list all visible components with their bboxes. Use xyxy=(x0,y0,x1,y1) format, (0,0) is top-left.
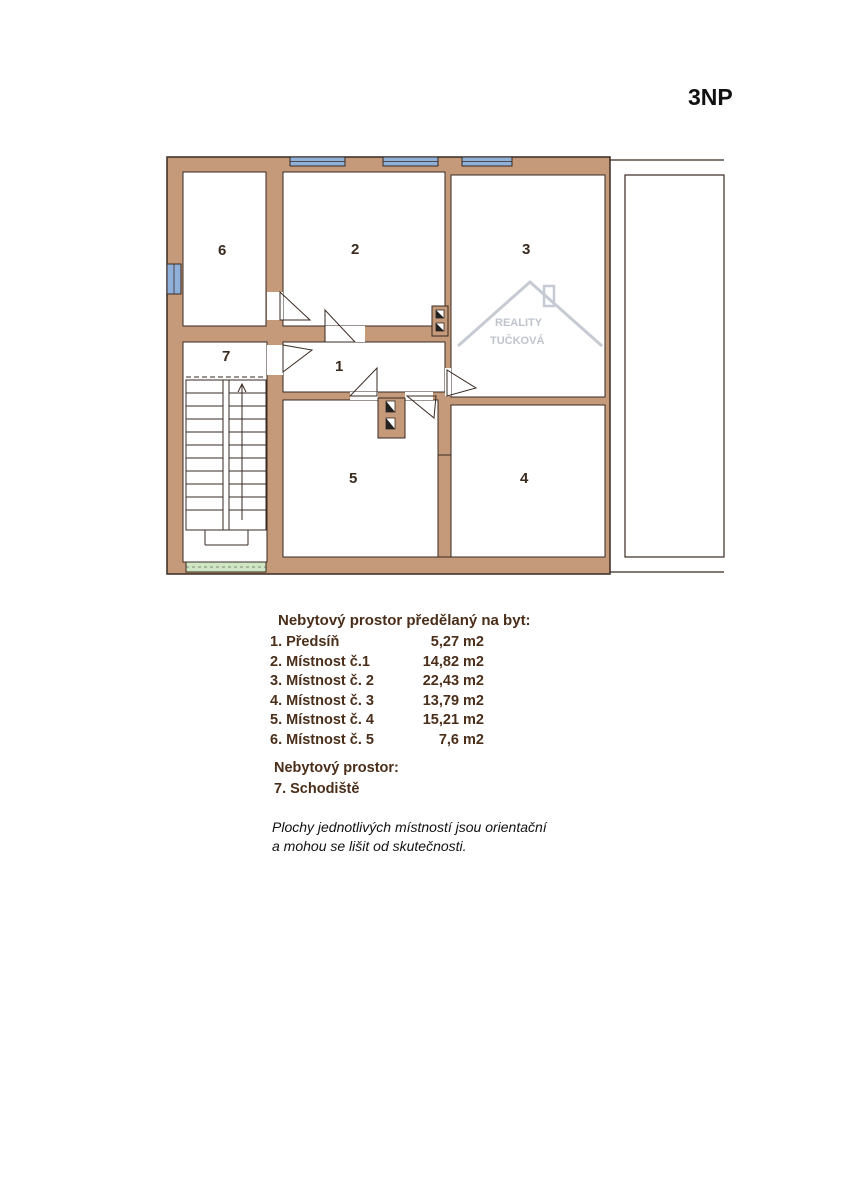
legend-room-name: 5. Místnost č. 4 xyxy=(270,712,374,728)
room-label-5: 5 xyxy=(349,470,358,487)
disclaimer-line-1: Plochy jednotlivých místností jsou orientační xyxy=(272,819,547,835)
legend-row xyxy=(270,731,531,751)
legend-room-name: 6. Místnost č. 5 xyxy=(270,731,374,748)
watermark-line2: TUČKOVÁ xyxy=(490,335,545,347)
room-2-floor xyxy=(283,172,445,326)
legend-row xyxy=(270,672,531,692)
room-label-3: 3 xyxy=(522,241,531,258)
window-bottom-stair xyxy=(186,562,266,572)
disclaimer-line-2: a mohou se lišit od skutečnosti. xyxy=(272,838,467,854)
chimney-upper xyxy=(432,306,448,336)
legend-room-area: 22,43 m2 xyxy=(422,673,484,689)
legend-room-area: 15,21 m2 xyxy=(422,712,484,728)
legend-room-area: 5,27 m2 xyxy=(430,634,484,650)
legend-row xyxy=(270,711,531,731)
window-top-3 xyxy=(462,157,512,166)
legend-room-area: 7,6 m2 xyxy=(438,731,484,748)
room-label-1: 1 xyxy=(335,358,344,375)
floor-label: 3NP xyxy=(688,84,733,110)
legend-heading: Nebytový prostor předělaný na byt: xyxy=(278,612,531,629)
legend-row xyxy=(270,692,531,712)
area-disclaimer xyxy=(272,818,547,856)
legend-heading-nonresidential: Nebytový prostor: xyxy=(274,760,399,776)
room-label-4: 4 xyxy=(520,470,529,487)
window-left xyxy=(167,264,181,294)
neighbor-building xyxy=(610,160,724,572)
legend-row xyxy=(270,633,531,653)
room-5-floor xyxy=(283,400,438,557)
room-label-2: 2 xyxy=(351,241,360,258)
watermark-line1: REALITY xyxy=(495,317,543,329)
window-top-1 xyxy=(290,157,345,166)
partition-stub xyxy=(438,455,451,557)
legend-room-name: 1. Předsíň xyxy=(270,634,340,650)
legend-room-area: 14,82 m2 xyxy=(422,653,484,670)
legend-room-name: 2. Místnost č.1 xyxy=(270,653,370,670)
room-label-7: 7 xyxy=(222,348,231,365)
chimney-lower xyxy=(378,398,405,438)
room-label-6: 6 xyxy=(218,242,227,259)
room-7-floor xyxy=(183,342,267,562)
area-legend xyxy=(270,612,531,800)
legend-row xyxy=(270,653,531,673)
room-3-floor xyxy=(451,175,605,397)
window-top-2 xyxy=(383,157,438,166)
legend-stairs: 7. Schodiště xyxy=(274,781,360,797)
legend-room-name: 4. Místnost č. 3 xyxy=(270,692,374,709)
legend-room-name: 3. Místnost č. 2 xyxy=(270,673,374,689)
legend-room-area: 13,79 m2 xyxy=(422,692,484,709)
